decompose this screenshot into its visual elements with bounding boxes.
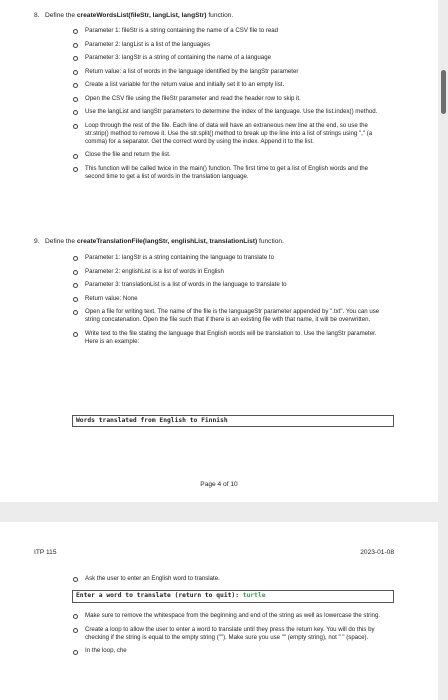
scrollbar-thumb[interactable] [441,70,446,114]
function-signature: createWordsList(fileStr, langList, langStr) [76,12,207,19]
occlusion-overlay [148,680,248,700]
list-item: In the loop, che [72,647,392,655]
list-item: Parameter 3: translationList is a list of words in the language to translate to [72,281,392,289]
list-item: Parameter 1: langStr is a string containing the language to translate to [72,254,392,262]
list-item: Return value: None [72,295,392,303]
question-8-heading: 8. Define the createWordsList(fileStr, langList, langStr) function. [34,12,234,19]
question-8-bullets [72,27,392,187]
page-5-bullets-a [72,575,392,589]
question-number: 8. [34,12,40,19]
code-user-input: turtle [242,592,266,599]
list-item: Parameter 2: langList is a list of the languages [72,41,392,49]
list-item: Write text to the file stating the language that English words will be translation to. Use the langStr parameter. Here is an example: [72,330,385,346]
list-item: Return value: a list of words in the language identified by the langStr parameter [72,68,392,76]
function-signature: createTranslationFile(langStr, englishList, translationList) [76,238,258,245]
question-number: 9. [34,238,40,245]
list-item: This function will be called twice in the main() function. The first time to get a list of English words and the second time to get a list of words in the translation language. [72,165,385,181]
question-9-heading: 9. Define the createTranslationFile(langStr, englishList, translationList) function. [34,238,284,245]
list-item: Use the langList and langStr parameters to determine the index of the language. Use the list.index() method. [72,108,385,116]
code-text: Words translated from English to Finnish [76,417,228,424]
question-9-bullets [72,254,392,351]
code-example-box [72,415,394,427]
list-item: Parameter 2: englishList is a list of words in English [72,268,392,276]
list-item: Parameter 1: fileStr is a string containing the name of a CSV file to read [72,27,392,35]
list-item: Close the file and return the list. [72,151,392,159]
code-example-box [72,590,394,603]
list-item: Make sure to remove the whitespace from the beginning and end of the string as well as lowercase the string. [72,612,385,620]
list-item: Create a loop to allow the user to enter a word to translate until they press the return key. You will do this by checking if the string is equal to the empty string (""). Make sure you use "" (empty string), not " " (space). [72,626,385,642]
list-item: Open a file for writing text. The name of the file is the languageStr parameter appended by ".txt". You can use string concatenation. Open the file such that if there is an existing file with that name, it will be overwritten. [72,308,385,324]
list-item: Open the CSV file using the fileStr parameter and read the header row to skip it. [72,95,392,103]
page-5-bullets-b [72,612,392,661]
list-item: Parameter 3: langStr is a string of containing the name of a language [72,54,392,62]
date-label: 2023-01-08 [360,549,394,556]
list-item: Loop through the rest of the file. Each line of data will have an extraneous new line at the end, so use the str.strip() method to remove it. Use the str.split() method to break up the line into a list of strings using "," (a comma) for a separator. Get the correct word by using the index. Append it to the list. [72,122,381,147]
code-text: Enter a word to translate (return to quit): [76,592,243,599]
course-label: ITP 115 [34,549,57,556]
list-item: Ask the user to enter an English word to translate. [72,575,392,583]
list-item: Create a list variable for the return value and initially set it to an empty list. [72,81,392,89]
page-number: Page 4 of 10 [200,481,238,488]
